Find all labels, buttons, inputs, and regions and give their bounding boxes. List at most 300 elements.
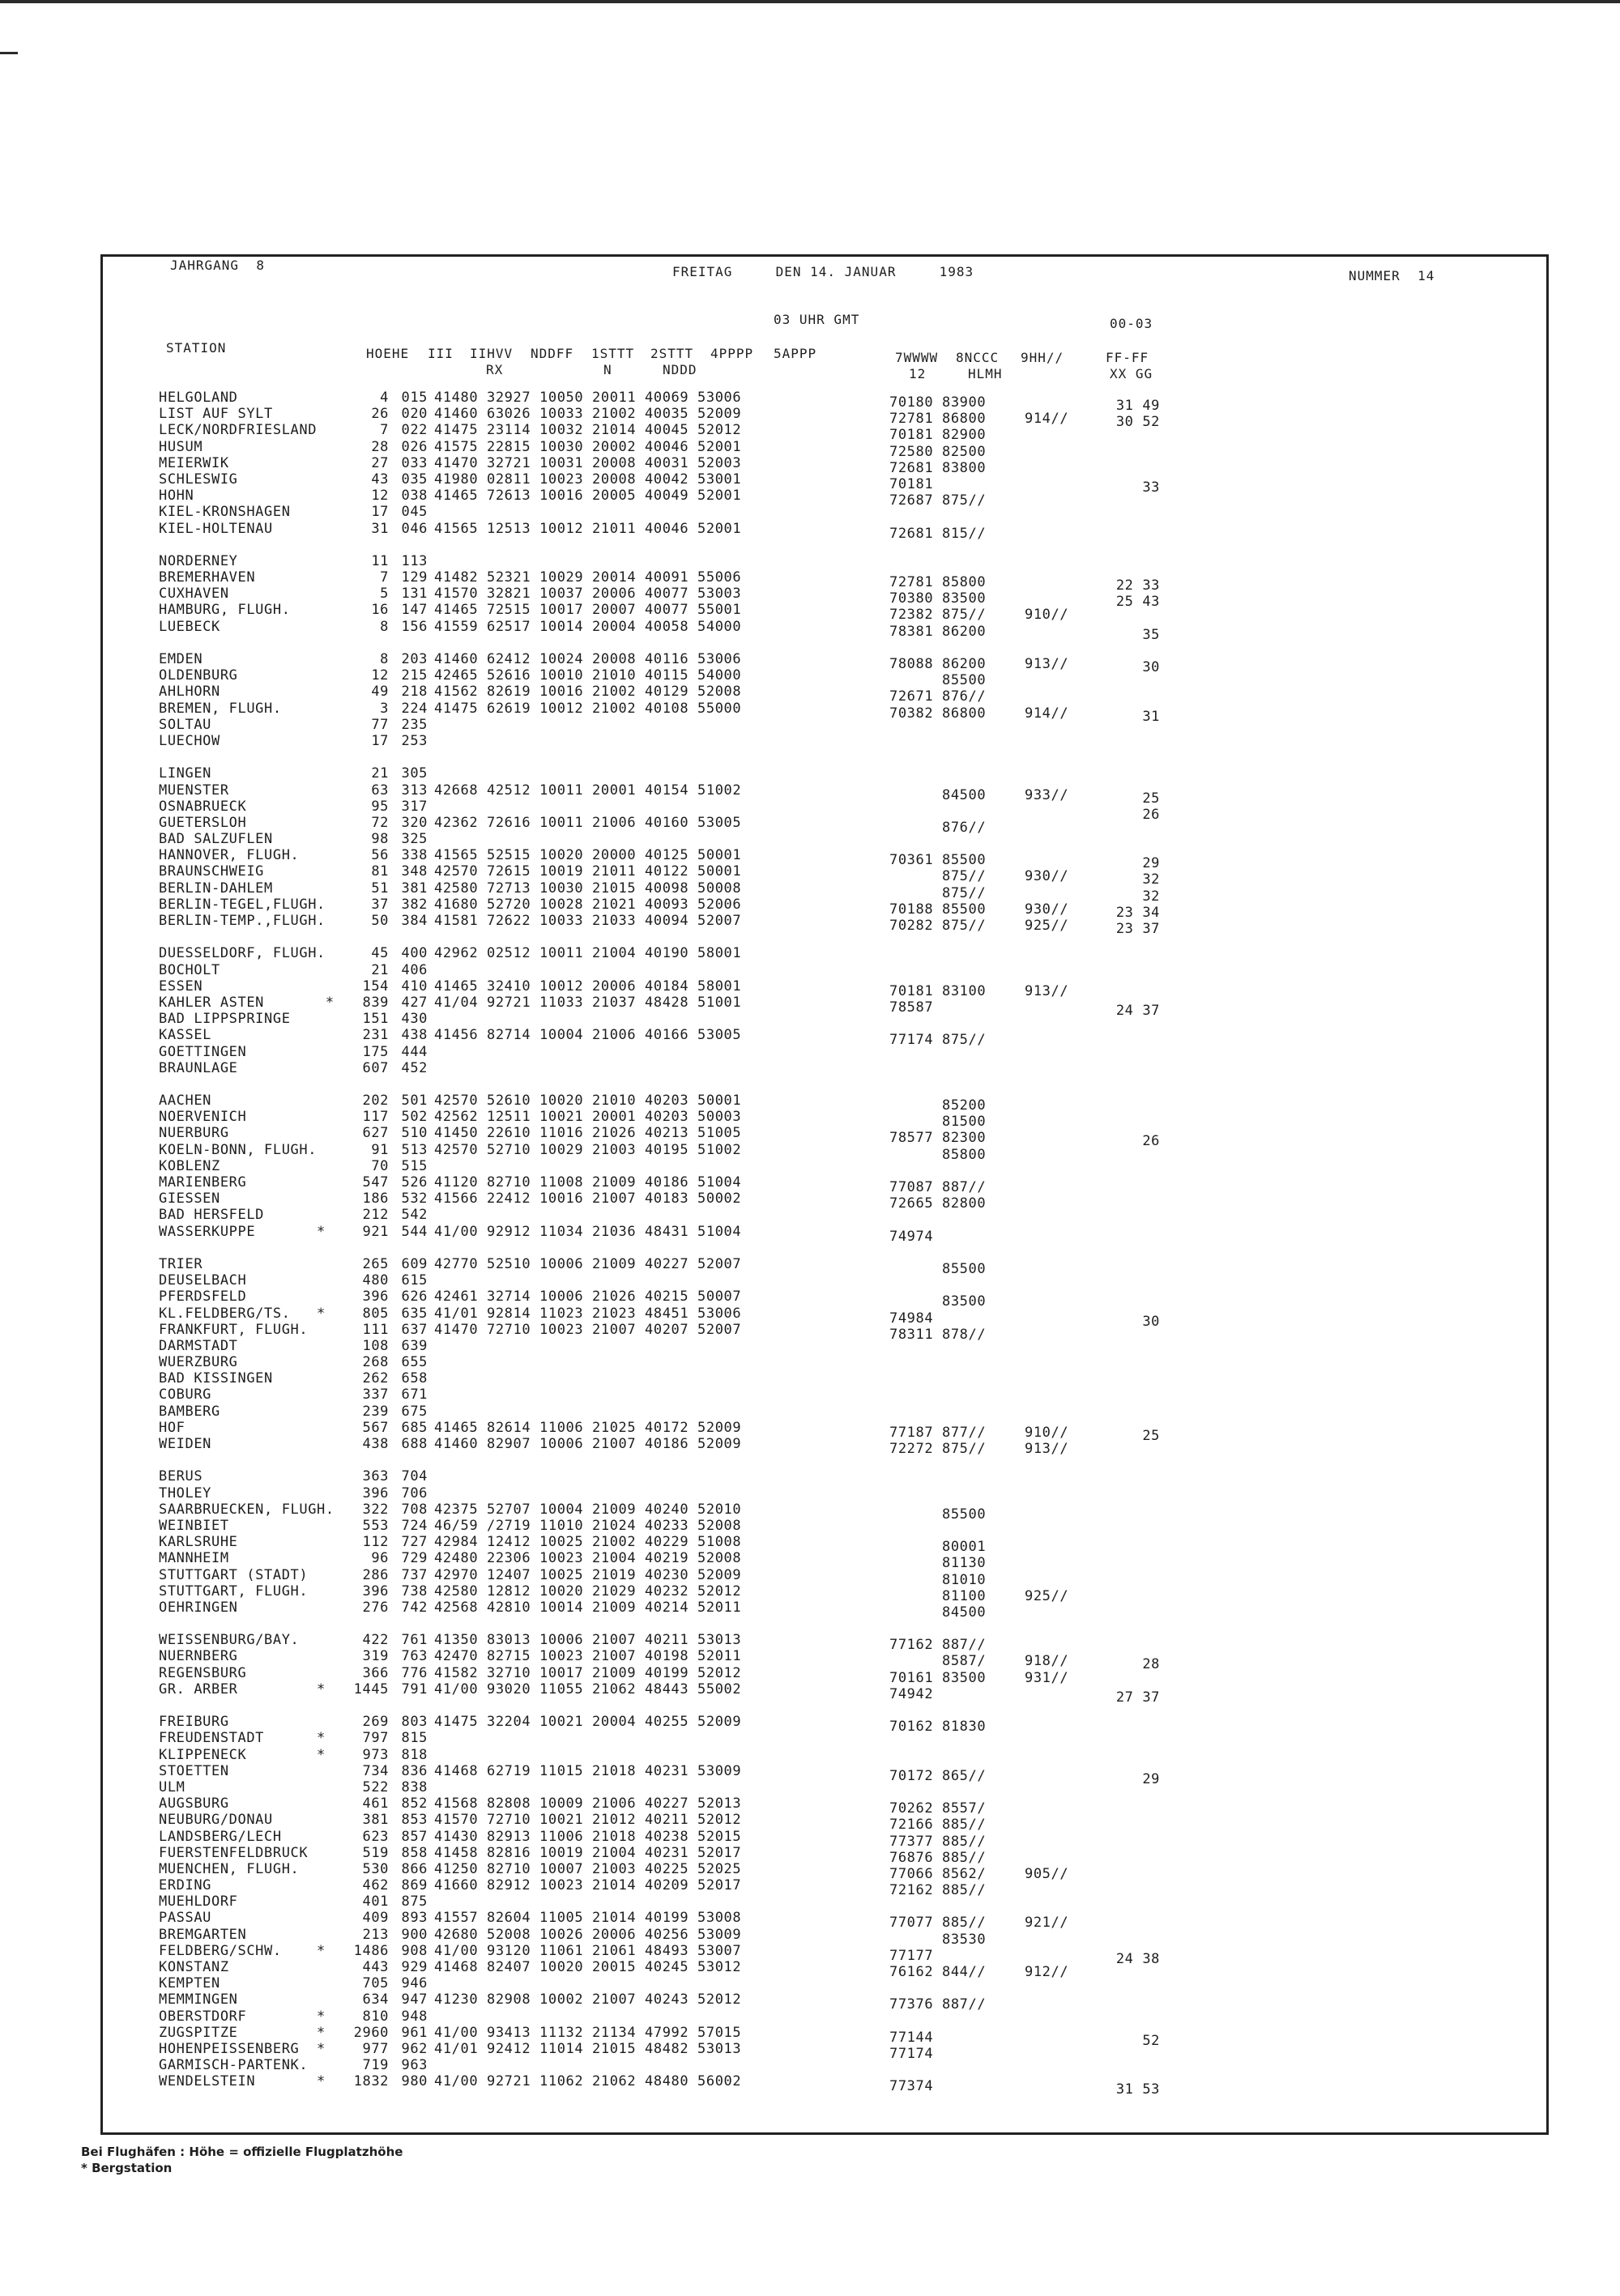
synop-group-7-8-cell xyxy=(889,1343,986,1359)
station-index-cell: 815 xyxy=(401,1730,428,1747)
wind-gust-cell xyxy=(1077,1019,1160,1035)
column-header-1sttt: 1STTT xyxy=(591,346,635,361)
synop-group-7-8-cell: 77144 xyxy=(889,2029,934,2046)
synop-group-7-8-cell: 77174 875// xyxy=(889,1032,987,1049)
station-index-cell: 510 xyxy=(401,1125,428,1142)
synop-groups-cell xyxy=(434,1370,741,1387)
synop-groups-cell: 41450 22610 11016 21026 40213 51005 xyxy=(434,1125,742,1142)
synop-group-7-8-cell: 81010 xyxy=(889,1571,987,1588)
synop-group-7-8-cell: 70262 8557/ xyxy=(889,1800,987,1817)
station-height-cell: 805 xyxy=(362,1305,389,1322)
station-height-cell: 547 xyxy=(362,1174,389,1191)
synop-groups-cell: 41230 82908 10002 21007 40243 52012 xyxy=(434,1991,742,2008)
wind-gust-cell xyxy=(1077,1804,1160,1820)
synop-group-7-8-cell xyxy=(889,803,986,820)
station-height-cell: 70 xyxy=(371,1157,389,1174)
station-name-cell: AHLHORN xyxy=(159,684,220,701)
station-height-cell: 8 xyxy=(380,651,389,667)
column-header-4pppp: 4PPPP xyxy=(710,346,754,361)
table-spacer xyxy=(159,1452,335,1468)
wind-gust-cell xyxy=(1077,692,1160,708)
station-name-cell: MEIERWIK xyxy=(159,454,229,471)
synop-group-7-8-cell: 72166 885// xyxy=(889,1817,987,1834)
synop-groups-cell: 41570 72710 10021 21012 40211 52012 xyxy=(434,1812,742,1829)
station-name-cell: BAMBERG xyxy=(159,1403,220,1420)
synop-group-9-cell xyxy=(1025,1195,1068,1212)
synop-group-7-8-cell: 77087 887// xyxy=(889,1179,987,1195)
synop-group-7-8-cell: 72272 875// xyxy=(889,1441,987,1457)
station-name-cell: GARMISCH-PARTENK. xyxy=(159,2057,309,2074)
wind-gust-cell xyxy=(1077,773,1160,790)
station-height-column xyxy=(340,390,389,2090)
synop-group-9-cell: 925// xyxy=(1025,918,1069,934)
table-spacer xyxy=(159,537,335,553)
synop-groups-cell: 41/04 92721 11033 21037 48428 51001 xyxy=(434,994,742,1011)
synop-group-7-8-cell xyxy=(889,2062,986,2078)
station-name-cell: LANDSBERG/LECH xyxy=(159,1828,282,1845)
station-index-cell: 706 xyxy=(401,1485,428,1502)
table-spacer xyxy=(392,749,428,765)
synop-group-7-8-cell xyxy=(889,722,986,738)
station-name-cell: HUSUM xyxy=(159,438,203,455)
synop-groups-cell: 41430 82913 11006 21018 40238 52015 xyxy=(434,1828,742,1845)
synop-group-9-cell xyxy=(1025,1506,1068,1523)
wind-gust-cell xyxy=(1077,1346,1160,1362)
synop-group-9-cell: 914// xyxy=(1025,705,1069,722)
page-edge-mark xyxy=(0,52,18,54)
synop-group-9-cell xyxy=(1025,2046,1068,2062)
wind-gust-cell xyxy=(1077,2049,1160,2065)
synop-group-9-cell xyxy=(1025,1784,1068,1800)
synop-groups-cell: 41456 82714 10004 21006 40166 53005 xyxy=(434,1027,742,1044)
synop-groups-cell: 41575 22815 10030 20002 40046 52001 xyxy=(434,438,742,455)
station-height-cell: 175 xyxy=(362,1043,389,1060)
synop-groups-cell xyxy=(434,1485,741,1502)
table-spacer xyxy=(1077,757,1160,773)
synop-group-9-cell xyxy=(1025,574,1068,590)
table-spacer xyxy=(392,1452,428,1468)
station-index-cell: 348 xyxy=(401,863,428,880)
station-index-cell: 961 xyxy=(401,2024,428,2041)
wind-gust-cell: 30 xyxy=(1142,1313,1160,1330)
station-height-cell: 21 xyxy=(371,765,389,782)
station-height-cell: 91 xyxy=(371,1141,389,1158)
wind-gust-cell xyxy=(1077,1166,1160,1182)
synop-groups-cell: 42984 12412 10025 21002 40229 51008 xyxy=(434,1534,742,1551)
table-spacer xyxy=(1077,1084,1160,1101)
station-height-cell: 154 xyxy=(362,978,389,995)
synop-group-7-8-cell: 85800 xyxy=(889,1146,987,1163)
synop-group-7-8-cell: 72162 885// xyxy=(889,1882,987,1899)
station-name-cell: HOHENPEISSENBERG * xyxy=(159,2040,326,2057)
wind-gust-cell xyxy=(1077,1297,1160,1313)
station-name-cell: LUEBECK xyxy=(159,618,220,635)
table-spacer xyxy=(159,1240,335,1256)
synop-group-7-8-cell: 77077 885// xyxy=(889,1915,987,1932)
synop-group-7-8-cell: 72681 83800 xyxy=(889,459,987,476)
station-name-cell: MANNHEIM xyxy=(159,1550,229,1567)
table-spacer xyxy=(159,1698,335,1714)
station-name-cell: KIEL-HOLTENAU xyxy=(159,520,273,537)
synop-group-9-cell xyxy=(1025,1996,1068,2013)
synop-group-9-cell xyxy=(1025,1735,1068,1751)
synop-group-7-8-cell: 70181 83100 xyxy=(889,982,987,999)
station-index-cell: 639 xyxy=(401,1337,428,1354)
station-height-cell: 117 xyxy=(362,1109,389,1126)
station-index-cell: 444 xyxy=(401,1043,428,1060)
station-height-cell: 705 xyxy=(362,1975,389,1992)
wind-gust-cell xyxy=(1077,1673,1160,1689)
synop-group-7-8-cell xyxy=(889,1523,986,1539)
station-name-cell: LUECHOW xyxy=(159,732,220,749)
station-name-cell: OBERSTDORF * xyxy=(159,2008,326,2025)
synop-group-9-cell xyxy=(1025,1719,1068,1735)
station-index-cell: 542 xyxy=(401,1207,428,1224)
station-height-cell: 72 xyxy=(371,814,389,831)
station-index-cell: 866 xyxy=(401,1860,428,1877)
table-spacer xyxy=(1025,1245,1068,1261)
synop-group-9-cell xyxy=(1025,624,1068,640)
station-index-cell: 858 xyxy=(401,1844,428,1861)
table-spacer xyxy=(392,635,428,651)
wind-gust-cell xyxy=(1077,447,1160,463)
synop-groups-cell xyxy=(434,1158,741,1174)
station-index-cell: 615 xyxy=(401,1272,428,1289)
station-height-cell: 213 xyxy=(362,1926,389,1943)
station-index-cell: 637 xyxy=(401,1321,428,1338)
footnote-flughafen: Bei Flughäfen : Höhe = offizielle Flugplatzhöhe xyxy=(81,2145,403,2159)
wind-gust-cell: 32 xyxy=(1142,888,1160,905)
synop-group-9-cell xyxy=(1025,1065,1068,1081)
station-height-cell: 4 xyxy=(380,390,389,406)
column-header-ff: FF-FF xyxy=(1106,350,1149,365)
table-spacer xyxy=(434,1076,741,1093)
station-index-cell: 704 xyxy=(401,1468,428,1485)
synop-group-9-cell: 913// xyxy=(1025,1441,1069,1457)
synop-groups-cell: 41568 82808 10009 21006 40227 52013 xyxy=(434,1795,742,1813)
station-index-cell: 544 xyxy=(401,1223,428,1240)
synop-group-9-cell xyxy=(1025,1523,1068,1539)
column-subheader-n: N xyxy=(603,362,612,377)
synop-group-9-cell xyxy=(1025,2013,1068,2030)
station-name-cell: PASSAU xyxy=(159,1910,212,1927)
synop-group-7-8-cell: 70161 83500 xyxy=(889,1669,987,1686)
synop-groups-cell: 41660 82912 10023 21014 40209 52017 xyxy=(434,1877,742,1894)
station-name-cell: KL.FELDBERG/TS. * xyxy=(159,1305,326,1322)
station-index-cell: 235 xyxy=(401,716,428,733)
station-name-cell: WEISSENBURG/BAY. xyxy=(159,1632,300,1649)
synop-group-7-8-cell: 70282 875// xyxy=(889,918,987,934)
station-height-cell: 7 xyxy=(380,422,389,439)
synop-groups-cell: 42970 12407 10025 21019 40230 52009 xyxy=(434,1566,742,1583)
table-spacer xyxy=(1025,754,1068,770)
synop-group-7-8-cell: 70361 85500 xyxy=(889,852,987,869)
synop-group-7-8-cell: 83530 xyxy=(889,1931,987,1948)
wind-gust-cell xyxy=(1077,1722,1160,1738)
station-name-cell: LIST AUF SYLT xyxy=(159,406,273,423)
wind-gust-cell xyxy=(1077,986,1160,1003)
synop-group-7-8-cell: 74942 xyxy=(889,1685,934,1702)
table-spacer xyxy=(392,1698,428,1714)
wind-gust-cell xyxy=(1077,725,1160,741)
synop-group-7-8-cell: 70382 86800 xyxy=(889,705,987,722)
synop-group-9-cell xyxy=(1025,526,1068,542)
synop-group-9-cell: 912// xyxy=(1025,1964,1069,1980)
station-index-cell: 513 xyxy=(401,1141,428,1158)
synop-group-9-cell xyxy=(1025,1490,1068,1506)
table-spacer xyxy=(889,934,986,950)
wind-gust-cell xyxy=(1077,1101,1160,1117)
column-header-5appp: 5APPP xyxy=(774,346,817,361)
synop-group-9-cell xyxy=(1025,885,1068,901)
table-spacer xyxy=(1025,934,1068,950)
station-index-cell: 946 xyxy=(401,1975,428,1992)
synop-group-7-8-cell: 74974 xyxy=(889,1228,934,1245)
wind-gust-cell xyxy=(1077,496,1160,512)
table-spacer xyxy=(340,1698,389,1714)
wind-gust-cell xyxy=(1077,1869,1160,1885)
station-index-cell: 727 xyxy=(401,1534,428,1551)
synop-group-7-8-cell xyxy=(889,1490,986,1506)
synop-group-9-cell xyxy=(1025,558,1068,574)
station-index-cell: 501 xyxy=(401,1093,428,1110)
wind-gust-cell xyxy=(1077,561,1160,577)
station-index-cell: 313 xyxy=(401,782,428,799)
wind-gust-cell xyxy=(1077,1232,1160,1248)
synop-group-9-cell xyxy=(1025,394,1068,411)
synop-groups-cell: 42770 52510 10006 21009 40227 52007 xyxy=(434,1255,742,1272)
station-index-cell: 724 xyxy=(401,1517,428,1534)
synop-group-9-cell xyxy=(1025,1800,1068,1817)
synop-group-7-8-cell: 85200 xyxy=(889,1097,987,1114)
synop-group-7-8-cell xyxy=(889,1980,986,1996)
table-spacer xyxy=(1077,1624,1160,1640)
station-index-cell: 038 xyxy=(401,488,428,505)
synop-group-7-8-cell xyxy=(889,1359,986,1375)
synop-groups-cell xyxy=(434,2008,741,2025)
synop-group-7-8-cell xyxy=(889,950,986,966)
station-index-cell: 803 xyxy=(401,1714,428,1731)
table-spacer xyxy=(434,1698,741,1714)
station-name-cell: BAD SALZUFLEN xyxy=(159,831,273,848)
station-name-cell: NUERBURG xyxy=(159,1125,229,1142)
station-index-cell: 320 xyxy=(401,814,428,831)
page-top-rule xyxy=(0,0,1620,3)
synop-group-7-8-cell xyxy=(889,509,986,525)
table-spacer xyxy=(889,754,986,770)
wind-gust-cell xyxy=(1077,675,1160,692)
synop-groups-cell: 41465 82614 11006 21025 40172 52009 xyxy=(434,1419,742,1436)
station-name-cell: BERLIN-TEMP.,FLUGH. xyxy=(159,913,326,929)
station-name-cell: THOLEY xyxy=(159,1485,212,1502)
synop-group-9-cell xyxy=(1025,1032,1068,1048)
station-name-cell: KONSTANZ xyxy=(159,1959,229,1975)
synop-group-7-8-cell: 77162 887// xyxy=(889,1637,987,1654)
synop-group-9-cell xyxy=(1025,1882,1068,1898)
station-height-cell: 28 xyxy=(371,438,389,455)
station-height-cell: 27 xyxy=(371,454,389,471)
wind-gust-cell: 31 xyxy=(1142,708,1160,725)
synop-groups-cell: 41465 72515 10017 20007 40077 55001 xyxy=(434,602,742,619)
column-subheader-12: 12 xyxy=(909,366,927,381)
station-name-cell: FREUDENSTADT * xyxy=(159,1730,326,1747)
station-height-cell: 1486 xyxy=(353,1942,389,1959)
synop-groups-cell: 41565 12513 10012 21011 40046 52001 xyxy=(434,520,742,537)
synop-group-9-cell xyxy=(1025,1229,1068,1245)
synop-groups-cell: 42580 12812 10020 21029 40232 52012 xyxy=(434,1582,742,1600)
station-height-cell: 111 xyxy=(362,1321,389,1338)
synop-group-7-8-cell: 78311 878// xyxy=(889,1326,987,1343)
station-height-cell: 607 xyxy=(362,1059,389,1076)
group-9-column xyxy=(1025,394,1068,2095)
column-header-7wwww: 7WWWW xyxy=(895,350,939,365)
station-index-cell: 381 xyxy=(401,880,428,897)
station-height-cell: 7 xyxy=(380,569,389,586)
station-index-cell: 742 xyxy=(401,1599,428,1616)
synop-groups-cell: 41566 22412 10016 21007 40183 50002 xyxy=(434,1191,742,1208)
table-spacer xyxy=(889,1245,986,1261)
synop-group-7-8-cell: 85500 xyxy=(889,1260,987,1277)
synop-groups-cell xyxy=(434,504,741,520)
table-spacer xyxy=(392,537,428,553)
station-index-cell: 947 xyxy=(401,1991,428,2008)
station-height-cell: 202 xyxy=(362,1093,389,1110)
wind-gust-cell xyxy=(1077,463,1160,479)
table-spacer xyxy=(1077,937,1160,953)
station-height-cell: 50 xyxy=(371,913,389,929)
station-name-cell: WEIDEN xyxy=(159,1436,212,1452)
synop-groups-cell: 41565 52515 10020 20000 40125 50001 xyxy=(434,847,742,864)
synop-group-7-8-cell: 85500 xyxy=(889,1506,987,1523)
station-name-cell: GR. ARBER * xyxy=(159,1680,326,1698)
wind-gust-cell xyxy=(1077,1476,1160,1493)
synop-group-7-8-cell: 78587 xyxy=(889,999,934,1016)
station-index-cell: 818 xyxy=(401,1746,428,1763)
synop-groups-cell: 42962 02512 10011 21004 40190 58001 xyxy=(434,945,742,962)
station-height-cell: 5 xyxy=(380,586,389,603)
station-height-cell: 95 xyxy=(371,798,389,815)
synop-group-7-8-cell: 78381 86200 xyxy=(889,623,987,640)
synop-groups-cell: 41559 62517 10014 20004 40058 54000 xyxy=(434,618,742,635)
synop-group-9-cell xyxy=(1025,1932,1068,1948)
synop-group-9-cell xyxy=(1025,1359,1068,1375)
wind-gust-cell xyxy=(1077,2000,1160,2016)
synop-group-9-cell xyxy=(1025,1327,1068,1343)
synop-group-9-cell xyxy=(1025,770,1068,786)
station-index-cell: 224 xyxy=(401,700,428,717)
synop-group-7-8-cell xyxy=(889,738,986,754)
synop-group-9-cell xyxy=(1025,820,1068,836)
synop-groups-cell: 41468 62719 11015 21018 40231 53009 xyxy=(434,1762,742,1779)
station-index-cell: 022 xyxy=(401,422,428,439)
station-height-cell: 37 xyxy=(371,896,389,913)
table-spacer xyxy=(1025,1457,1068,1473)
station-height-cell: 2960 xyxy=(353,2024,389,2041)
synop-group-9-cell xyxy=(1025,1898,1068,1915)
synop-groups-cell: 41557 82604 11005 21014 40199 53008 xyxy=(434,1910,742,1927)
synop-group-9-cell xyxy=(1025,1391,1068,1408)
synop-group-7-8-cell xyxy=(889,558,986,574)
station-height-cell: 268 xyxy=(362,1354,389,1371)
station-height-cell: 322 xyxy=(362,1501,389,1518)
station-name-cell: FREIBURG xyxy=(159,1714,229,1731)
synop-group-9-cell xyxy=(1025,1555,1068,1571)
wind-gust-cell xyxy=(1077,1362,1160,1378)
synop-groups-cell xyxy=(434,765,741,782)
synop-group-9-cell xyxy=(1025,688,1068,705)
synop-group-9-cell xyxy=(1025,1817,1068,1833)
wind-gust-cell xyxy=(1077,1330,1160,1346)
station-name-cell: ERDING xyxy=(159,1877,212,1894)
station-height-cell: 56 xyxy=(371,847,389,864)
station-height-cell: 401 xyxy=(362,1893,389,1910)
table-spacer xyxy=(392,1616,428,1632)
wind-gust-cell: 31 49 xyxy=(1115,398,1160,414)
station-index-cell: 626 xyxy=(401,1289,428,1306)
synop-group-9-cell xyxy=(1025,1049,1068,1065)
table-spacer xyxy=(1077,1460,1160,1476)
synop-group-7-8-cell: 70162 81830 xyxy=(889,1719,987,1736)
synop-groups-cell: 41582 32710 10017 21009 40199 52012 xyxy=(434,1664,742,1681)
synop-group-7-8-cell xyxy=(889,1016,986,1032)
wind-gust-cell xyxy=(1077,2065,1160,2081)
synop-groups-cell xyxy=(434,1779,741,1795)
station-name-cell: DARMSTADT xyxy=(159,1337,238,1354)
wind-gust-cell xyxy=(1077,1264,1160,1280)
synop-groups-cell: 42461 32714 10006 21026 40215 50007 xyxy=(434,1289,742,1306)
wind-gust-cell xyxy=(1077,1837,1160,1853)
wind-gust-cell xyxy=(1077,741,1160,757)
table-spacer xyxy=(159,929,335,945)
table-spacer xyxy=(889,1621,986,1637)
station-name-cell: WEINBIET xyxy=(159,1517,229,1534)
synop-groups-cell: 41562 82619 10016 21002 40129 52008 xyxy=(434,684,742,701)
station-name-cell: STOETTEN xyxy=(159,1762,229,1779)
station-name-cell: KOBLENZ xyxy=(159,1157,220,1174)
station-index-cell: 147 xyxy=(401,602,428,619)
wind-gust-cell: 32 xyxy=(1142,871,1160,888)
station-name-cell: MUENSTER xyxy=(159,782,229,799)
observation-time: 03 UHR GMT xyxy=(774,312,860,327)
station-index-cell: 737 xyxy=(401,1566,428,1583)
station-height-cell: 112 xyxy=(362,1534,389,1551)
station-name-cell: NORDERNEY xyxy=(159,552,238,569)
synop-groups-cell: 42570 52610 10020 21010 40203 50001 xyxy=(434,1093,742,1110)
wind-gust-cell xyxy=(1077,1182,1160,1199)
station-index-cell: 908 xyxy=(401,1942,428,1959)
table-spacer xyxy=(340,537,389,553)
synop-group-9-cell xyxy=(1025,967,1068,983)
wind-gust-cell xyxy=(1077,1412,1160,1428)
synop-group-7-8-cell xyxy=(889,967,986,983)
station-index-cell: 776 xyxy=(401,1664,428,1681)
table-spacer xyxy=(1025,640,1068,656)
wind-gust-cell xyxy=(1077,512,1160,528)
station-name-cell: OEHRINGEN xyxy=(159,1599,238,1616)
station-height-cell: 553 xyxy=(362,1517,389,1534)
column-subheader-xxgg: XX GG xyxy=(1110,366,1153,381)
column-header-nddff: NDDFF xyxy=(531,346,574,361)
station-index-cell: 156 xyxy=(401,618,428,635)
synop-group-7-8-cell xyxy=(889,836,986,852)
synop-group-9-cell xyxy=(1025,1097,1068,1114)
synop-group-9-cell xyxy=(1025,1343,1068,1359)
synop-groups-cell xyxy=(434,717,741,733)
station-name-cell: AACHEN xyxy=(159,1093,212,1110)
station-height-cell: 409 xyxy=(362,1910,389,1927)
synop-groups-cell xyxy=(434,1468,741,1485)
station-index-cell: 452 xyxy=(401,1059,428,1076)
